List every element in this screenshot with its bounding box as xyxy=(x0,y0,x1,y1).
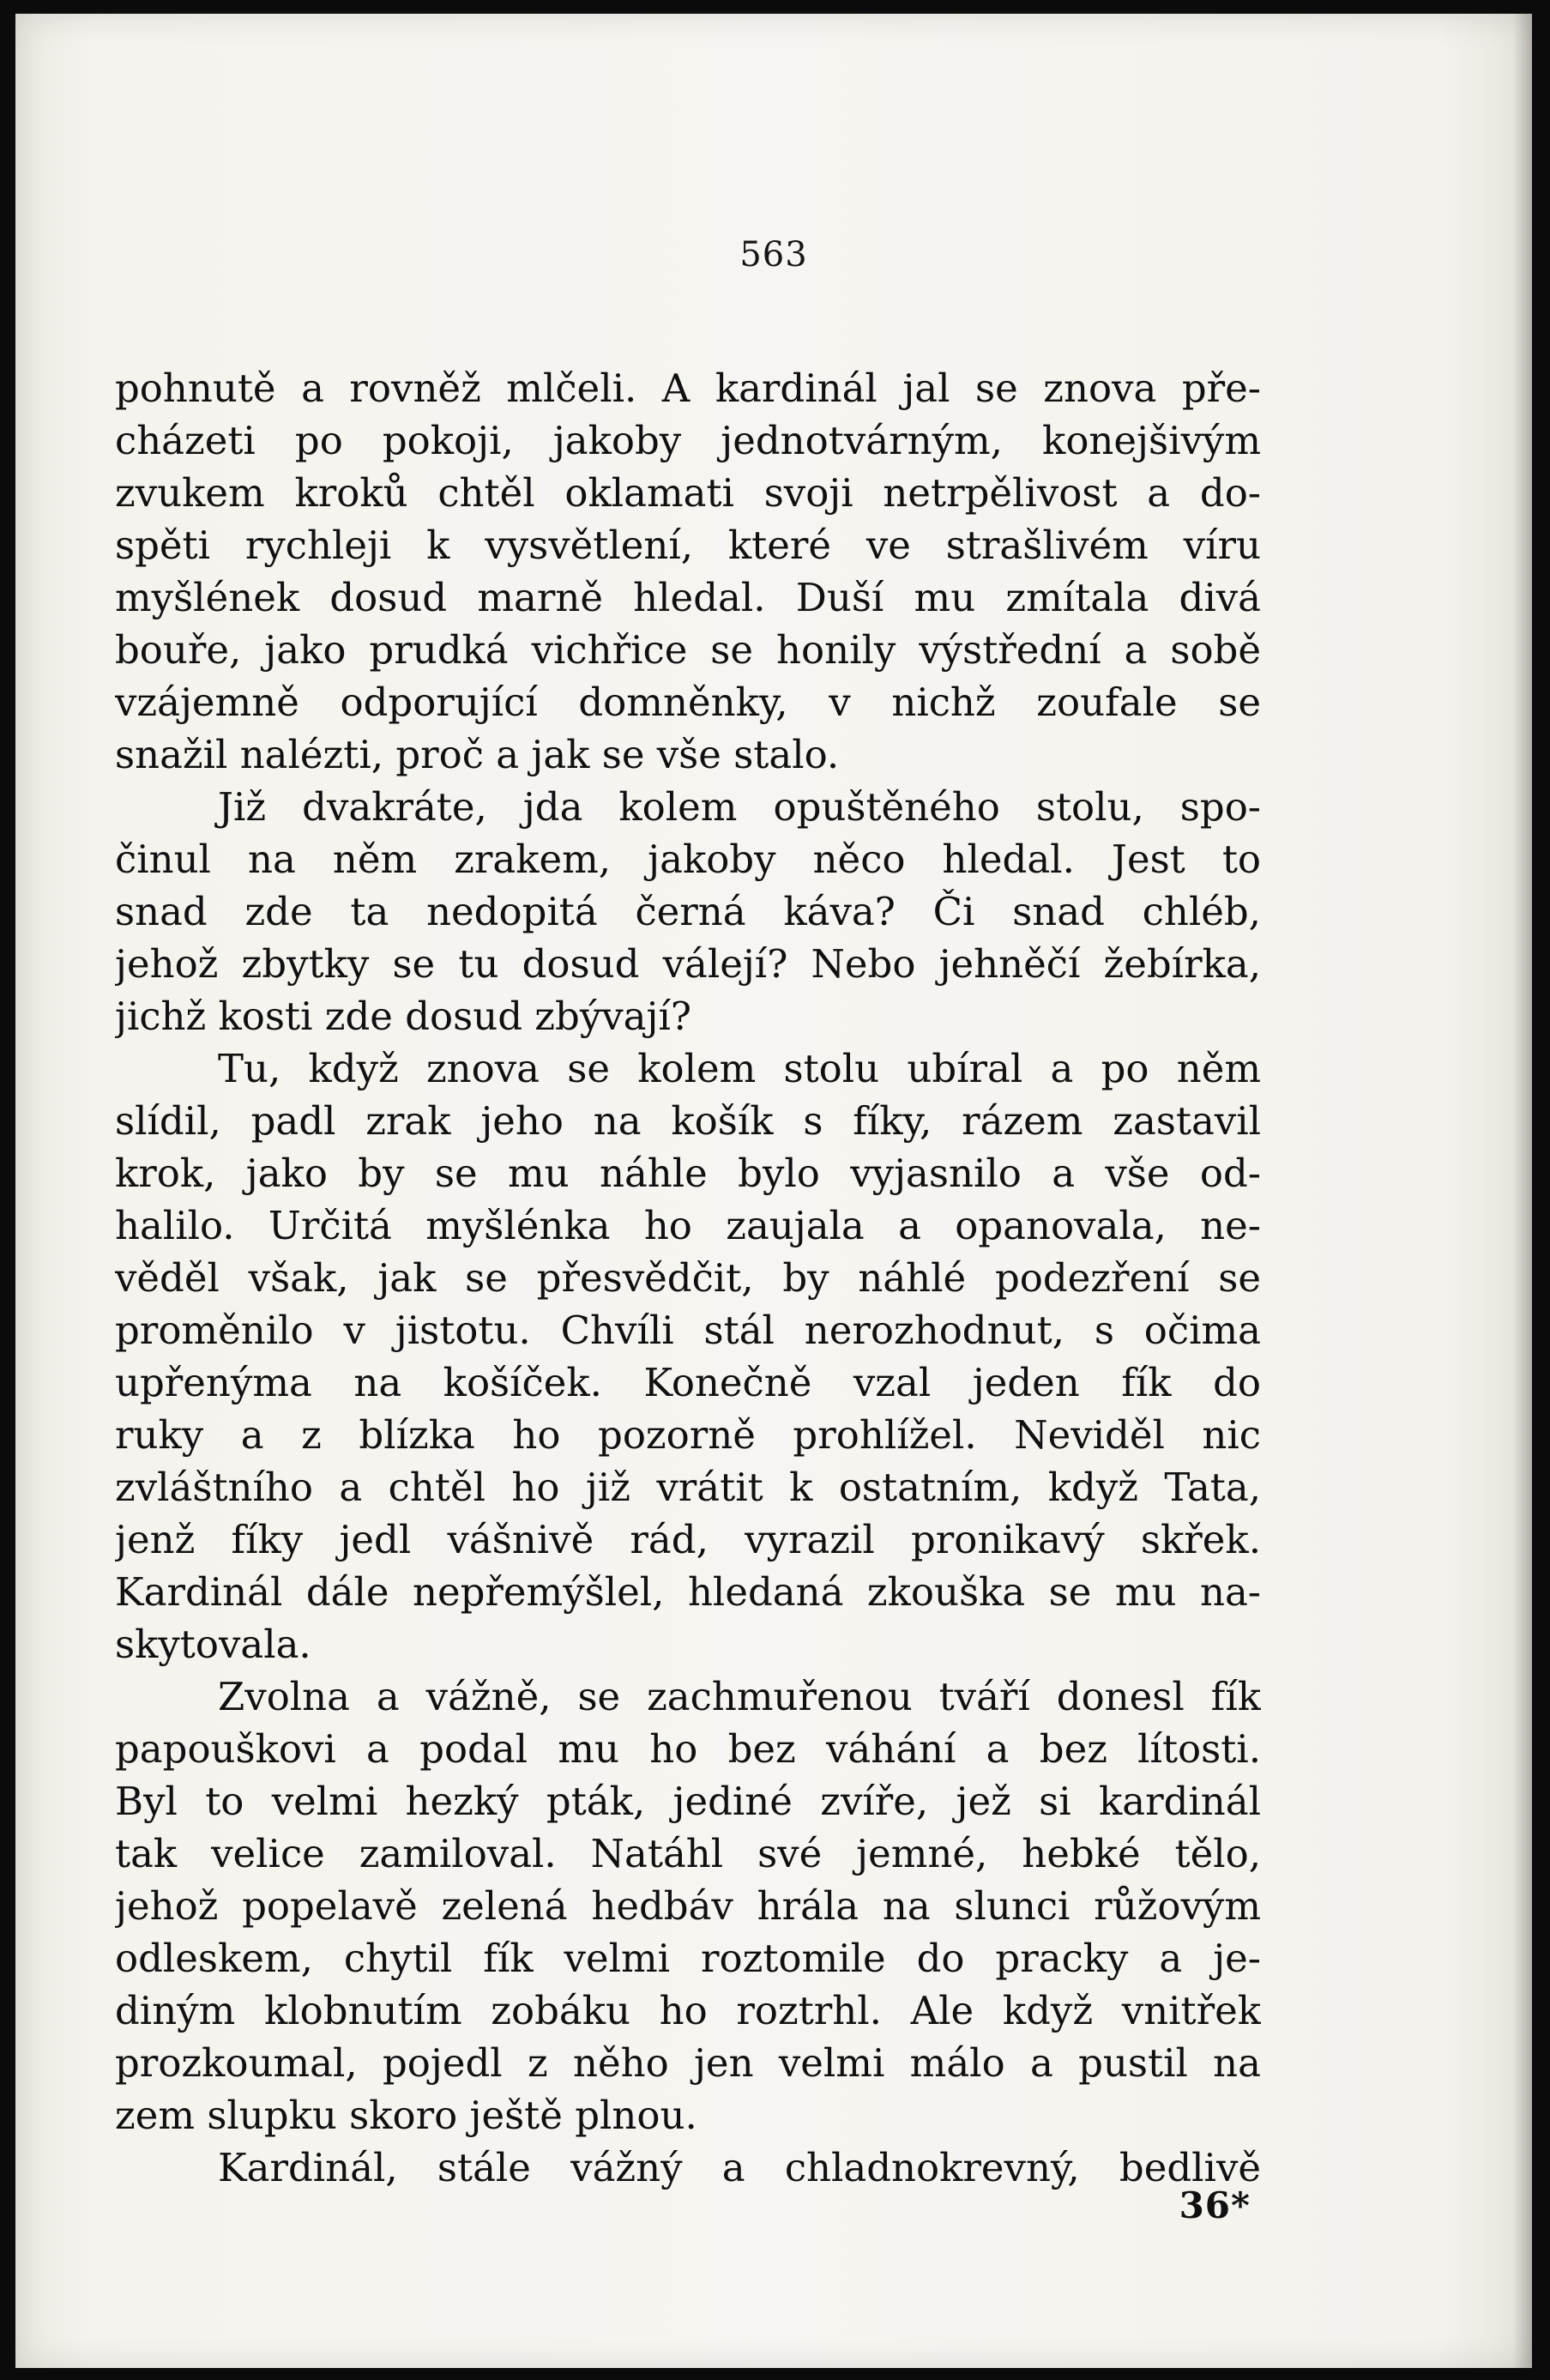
text-line: jehož zbytky se tu dosud válejí? Nebo jehněčí žebírka, xyxy=(115,941,1261,987)
text-line: tak velice zamiloval. Natáhl své jemné, hebké tělo, xyxy=(115,1831,1261,1876)
text-line: bouře, jako prudká vichřice se honily výstřední a sobě xyxy=(115,627,1261,673)
text-line: Již dvakráte, jda kolem opuštěného stolu, spo- xyxy=(218,784,1261,830)
text-line: jehož popelavě zelená hedbáv hrála na slunci růžovým xyxy=(115,1883,1261,1929)
signature-mark: 36* xyxy=(1179,2184,1251,2226)
text-line: snad zde ta nedopitá černá káva? Či snad chléb, xyxy=(115,889,1261,934)
text-line: ruky a z blízka ho pozorně prohlížel. Neviděl nic xyxy=(115,1412,1261,1458)
body-text xyxy=(115,362,1261,2194)
text-line: Kardinál, stále vážný a chladnokrevný, bedlivě xyxy=(218,2145,1261,2190)
text-line: Tu, když znova se kolem stolu ubíral a po něm xyxy=(218,1046,1261,1091)
book-page xyxy=(15,14,1532,2368)
text-line: zvláštního a chtěl ho již vrátit k ostatním, když Tata, xyxy=(115,1465,1261,1510)
page-number: 563 xyxy=(739,235,808,275)
text-line: věděl však, jak se přesvědčit, by náhlé podezření se xyxy=(115,1255,1261,1301)
text-line: Kardinál dále nepřemýšlel, hledaná zkouška se mu na- xyxy=(115,1569,1261,1615)
text-line: diným klobnutím zobáku ho roztrhl. Ale když vnitřek xyxy=(115,1988,1261,2033)
text-line: snažil nalézti, proč a jak se vše stalo. xyxy=(115,732,840,777)
text-line: zvukem kroků chtěl oklamati svoji netrpělivost a do- xyxy=(115,470,1261,516)
text-line: halilo. Určitá myšlénka ho zaujala a opanovala, ne- xyxy=(115,1203,1261,1248)
text-line: jenž fíky jedl vášnivě rád, vyrazil pronikavý skřek. xyxy=(115,1517,1261,1562)
text-line: vzájemně odporující domněnky, v nichž zoufale se xyxy=(115,680,1261,725)
text-line: spěti rychleji k vysvětlení, které ve strašlivém víru xyxy=(115,523,1261,568)
text-line: Zvolna a vážně, se zachmuřenou tváří donesl fík xyxy=(218,1674,1261,1719)
text-line: upřenýma na košíček. Konečně vzal jeden fík do xyxy=(115,1360,1261,1405)
text-line: činul na něm zrakem, jakoby něco hledal. Jest to xyxy=(115,837,1261,882)
text-line: proměnilo v jistotu. Chvíli stál nerozhodnut, s očima xyxy=(115,1308,1261,1353)
text-line: zem slupku skoro ještě plnou. xyxy=(115,2093,697,2138)
text-line: papouškovi a podal mu ho bez váhání a bez lítosti. xyxy=(115,1726,1261,1772)
text-line: Byl to velmi hezký pták, jediné zvíře, jež si kardinál xyxy=(115,1779,1261,1824)
text-line: cházeti po pokoji, jakoby jednotvárným, konejšivým xyxy=(115,418,1261,463)
text-line: pohnutě a rovněž mlčeli. A kardinál jal se znova pře- xyxy=(115,365,1261,411)
page-edge-shadow xyxy=(1513,14,1532,2368)
text-line: prozkoumal, pojedl z něho jen velmi málo a pustil na xyxy=(115,2040,1261,2086)
text-line: slídil, padl zrak jeho na košík s fíky, rázem zastavil xyxy=(115,1098,1261,1144)
text-line: krok, jako by se mu náhle bylo vyjasnilo a vše od- xyxy=(115,1151,1261,1196)
text-line: jichž kosti zde dosud zbývají? xyxy=(115,994,691,1039)
text-line: odleskem, chytil fík velmi roztomile do pracky a je- xyxy=(115,1936,1261,1981)
text-line: myšlének dosud marně hledal. Duší mu zmítala divá xyxy=(115,575,1261,620)
text-line: skytovala. xyxy=(115,1622,311,1667)
